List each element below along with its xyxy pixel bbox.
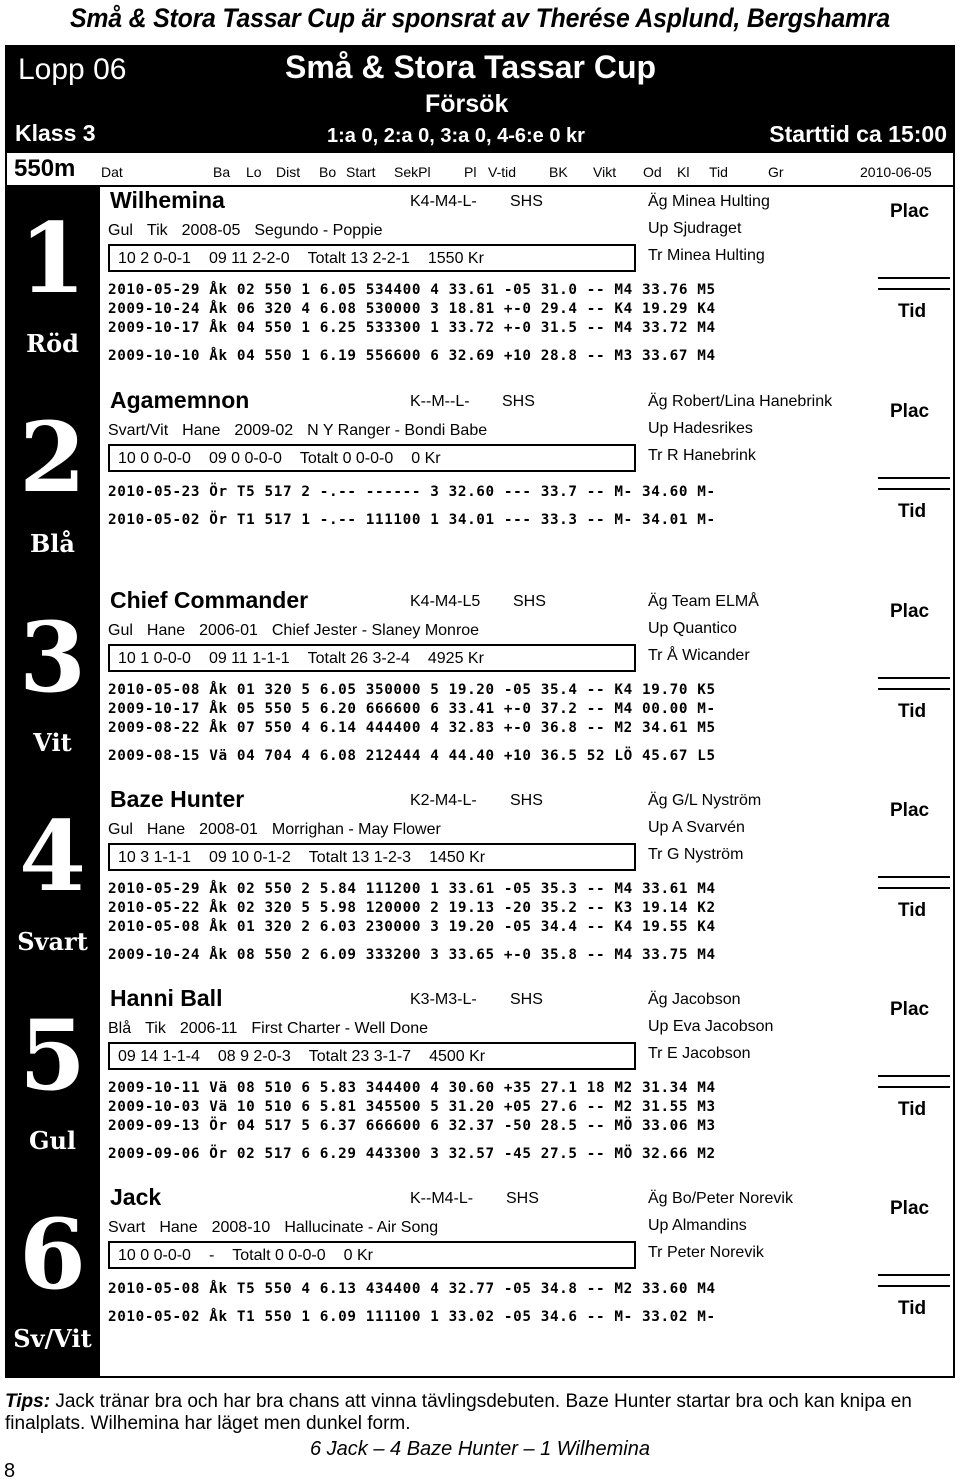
horse-stats <box>108 843 636 871</box>
blanket-color: Vit <box>33 728 72 757</box>
blanket-color: Gul <box>28 1126 77 1155</box>
tips-label: Tips: <box>5 1391 51 1412</box>
start-record: 2009-10-24 Åk 08 550 2 6.09 333200 3 33.65 +-0 35.8 -- M4 33.75 M4 <box>108 947 716 963</box>
start-record: 2009-09-06 Ör 02 517 6 6.29 443300 3 32.57 -45 27.5 -- MÖ 32.66 M2 <box>108 1146 716 1162</box>
race-title: Små & Stora Tassar Cup <box>285 49 657 85</box>
horse-stat-item: Totalt 13 1-2-3 <box>308 849 412 866</box>
blanket-color: Svart <box>17 927 88 956</box>
horse-info-item: Svart/Vit <box>108 422 169 439</box>
horse-class-code: K3-M3-L- <box>410 991 477 1008</box>
horse-stat-item: Totalt 13 2-2-1 <box>307 250 410 267</box>
horse-info <box>108 422 501 440</box>
tid-line <box>878 1086 950 1088</box>
horse-class-code: K4-M4-L- <box>410 193 477 210</box>
col-label: Tid <box>709 164 728 180</box>
horse-stat-item: Totalt 0 0-0-0 <box>299 450 394 467</box>
start-record: 2009-10-17 Åk 04 550 1 6.25 533300 1 33.72 +-0 31.5 -- M4 33.72 M4 <box>108 320 716 336</box>
start-record: 2009-10-10 Åk 04 550 1 6.19 556600 6 32.69 +10 28.8 -- M3 33.67 M4 <box>108 348 716 364</box>
col-label: Dist <box>276 164 301 180</box>
plac-line <box>878 1274 950 1276</box>
plac-line <box>878 477 950 479</box>
horse-info-item: Tik <box>145 1020 166 1037</box>
horse-info-item: 2006-01 <box>199 622 258 639</box>
plac-label: Plac <box>890 800 930 821</box>
horse-info <box>108 1020 442 1038</box>
horse-name: Jack <box>110 1184 162 1210</box>
horse-stat-item: 09 14 1-1-4 <box>118 1048 200 1065</box>
col-label: Ba <box>213 164 231 180</box>
start-record: 2010-05-08 Åk 01 320 2 6.03 230000 3 19.20 -05 34.4 -- K4 19.55 K4 <box>108 919 716 935</box>
horse-info-item: Gul <box>108 821 133 838</box>
horse-info-item: Tik <box>146 222 168 239</box>
horse-stat-item: 08 9 2-0-3 <box>217 1048 291 1065</box>
horse-trainer: Tr Å Wicander <box>648 647 750 664</box>
horse-stats <box>108 444 636 472</box>
tid-label: Tid <box>898 1099 927 1120</box>
horse-info-item: Chief Jester - Slaney Monroe <box>271 622 480 639</box>
start-record: 2009-09-13 Ör 04 517 5 6.37 666600 6 32.37 -50 28.5 -- MÖ 33.06 M3 <box>108 1118 716 1134</box>
horse-shs: SHS <box>506 1190 539 1207</box>
horse-breeder: Up Quantico <box>648 620 737 637</box>
tips-text: Jack tränar bra och har bra chans att vinna tävlingsdebuten. Baze Hunter startar bra och kan knipa en finalplats. Wilhemina har läget men dunkel form. <box>5 1391 912 1434</box>
tid-label: Tid <box>898 501 927 522</box>
horse-owner: Äg Minea Hulting <box>648 193 770 210</box>
tid-line <box>878 688 950 690</box>
col-label: Od <box>643 164 662 180</box>
horse-info-item: Blå <box>108 1020 132 1037</box>
horse-entry <box>108 587 956 787</box>
race-start-time: Starttid ca 15:00 <box>769 121 947 147</box>
horse-info-item: Hane <box>182 422 221 439</box>
horse-info-item: First Charter - Well Done <box>251 1020 429 1037</box>
horse-class-code: K4-M4-L5 <box>410 593 481 610</box>
horse-shs: SHS <box>510 193 543 210</box>
horse-name: Agamemnon <box>110 387 250 413</box>
col-label: Vikt <box>593 164 617 180</box>
col-label: Pl <box>464 164 477 180</box>
start-record: 2010-05-22 Åk 02 320 5 5.98 120000 2 19.13 -20 35.2 -- K3 19.14 K2 <box>108 900 716 916</box>
horse-name: Baze Hunter <box>110 786 245 812</box>
horse-stat-item: 4500 Kr <box>429 1048 486 1065</box>
col-label: V-tid <box>488 164 517 180</box>
horse-entry <box>108 1184 956 1384</box>
plac-label: Plac <box>890 201 930 222</box>
start-record: 2010-05-23 Ör T5 517 2 -.-- ------ 3 32.60 --- 33.7 -- M- 34.60 M- <box>108 484 716 500</box>
tid-label: Tid <box>898 1298 927 1319</box>
tid-line <box>878 488 950 490</box>
horse-info-item: Hane <box>146 622 186 639</box>
blanket-color: Röd <box>26 329 79 358</box>
horse-owner: Äg Jacobson <box>648 991 741 1008</box>
horse-info <box>108 222 396 240</box>
horse-stats <box>108 644 636 672</box>
start-number: 6 <box>19 1198 86 1311</box>
tid-line <box>878 1285 950 1287</box>
start-record: 2010-05-29 Åk 02 550 2 5.84 111200 1 33.61 -05 35.3 -- M4 33.61 M4 <box>108 881 716 897</box>
horse-class-code: K2-M4-L- <box>410 792 477 809</box>
horse-stat-item: 1450 Kr <box>429 849 486 866</box>
horse-stat-item: 10 0 0-0-0 <box>118 1247 191 1264</box>
horse-trainer: Tr E Jacobson <box>648 1045 751 1062</box>
horse-stat-item: 0 Kr <box>343 1247 373 1264</box>
horse-info-item: Hane <box>146 821 186 838</box>
horse-entry <box>108 187 956 387</box>
col-label: Lo <box>246 164 262 180</box>
horse-info-item: 2008-10 <box>211 1219 271 1236</box>
start-record: 2010-05-29 Åk 02 550 1 6.05 534400 4 33.61 -05 31.0 -- M4 33.76 M5 <box>108 282 716 298</box>
horse-breeder: Up Sjudraget <box>648 220 742 237</box>
horse-stat-item: 10 2 0-0-1 <box>118 250 191 267</box>
horse-breeder: Up Eva Jacobson <box>648 1018 774 1035</box>
column-header-row <box>5 153 955 187</box>
horse-entry <box>108 985 956 1185</box>
blanket-color: Sv/Vit <box>13 1324 92 1353</box>
horse-stat-item: 10 3 1-1-1 <box>118 849 191 866</box>
tid-line <box>878 887 950 889</box>
col-label: BK <box>549 164 568 180</box>
start-record: 2009-08-22 Åk 07 550 4 6.14 444400 4 32.83 +-0 36.8 -- M2 34.61 M5 <box>108 720 716 736</box>
horse-shs: SHS <box>510 991 543 1008</box>
horse-stat-item: 4925 Kr <box>427 650 484 667</box>
race-subtitle: Försök <box>425 90 509 118</box>
race-class: Klass 3 <box>15 120 96 146</box>
start-record: 2009-10-24 Åk 06 320 4 6.08 530000 3 18.81 +-0 29.4 -- K4 19.29 K4 <box>108 301 716 317</box>
race-number: Lopp 06 <box>18 53 127 86</box>
plac-label: Plac <box>890 999 930 1020</box>
horse-owner: Äg Bo/Peter Norevik <box>648 1190 793 1207</box>
start-record: 2009-10-11 Vä 08 510 6 5.83 344400 4 30.60 +35 27.1 18 M2 31.34 M4 <box>108 1080 716 1096</box>
horse-info-item: 2009-02 <box>234 422 294 439</box>
horse-info-item: Svart <box>108 1219 146 1236</box>
horse-class-code: K--M--L- <box>410 393 470 410</box>
horse-info-item: 2008-01 <box>199 821 258 838</box>
horse-name: Chief Commander <box>110 587 309 613</box>
tips-section <box>5 1391 955 1435</box>
horse-entry <box>108 387 956 587</box>
start-record: 2010-05-08 Åk T5 550 4 6.13 434400 4 32.77 -05 34.8 -- M2 33.60 M4 <box>108 1281 716 1297</box>
horse-stat-item: Totalt 0 0-0-0 <box>232 1247 326 1264</box>
start-record: 2009-10-03 Vä 10 510 6 5.81 345500 5 31.20 +05 27.6 -- M2 31.55 M3 <box>108 1099 716 1115</box>
horse-owner: Äg Team ELMÅ <box>648 593 759 610</box>
col-label: Kl <box>677 164 690 180</box>
race-header <box>5 45 955 153</box>
horse-stats <box>108 244 636 272</box>
horse-info-item: Segundo - Poppie <box>254 222 383 239</box>
horse-stats <box>108 1241 636 1269</box>
horse-stat-item: 10 0 0-0-0 <box>118 450 191 467</box>
tid-line <box>878 288 950 290</box>
horse-stat-item: 1550 Kr <box>427 250 484 267</box>
col-label: Bo <box>319 164 337 180</box>
horse-stat-item: 09 11 1-1-1 <box>208 650 290 667</box>
plac-line <box>878 1075 950 1077</box>
horse-info-item: Gul <box>108 222 133 239</box>
sponsor-line: Små & Stora Tassar Cup är sponsrat av Therése Asplund, Bergshamra <box>69 3 891 33</box>
race-distance: 550m <box>14 155 76 182</box>
start-record: 2009-10-17 Åk 05 550 5 6.20 666600 6 33.41 +-0 37.2 -- M4 00.00 M- <box>108 701 716 717</box>
plac-label: Plac <box>890 1198 930 1219</box>
col-label: Gr <box>768 164 784 180</box>
tips-pick: 6 Jack – 4 Baze Hunter – 1 Wilhemina <box>310 1438 650 1460</box>
col-label: Dat <box>101 164 123 180</box>
start-number: 4 <box>19 800 86 913</box>
horse-entry <box>108 786 956 986</box>
start-number: 1 <box>19 202 86 315</box>
horse-trainer: Tr R Hanebrink <box>648 447 756 464</box>
horse-name: Hanni Ball <box>110 985 223 1011</box>
horse-info-item: N Y Ranger - Bondi Babe <box>307 422 488 439</box>
start-number: 3 <box>19 601 86 714</box>
horse-info <box>108 821 455 839</box>
horse-trainer: Tr Minea Hulting <box>648 247 765 264</box>
horse-stat-item: 10 1 0-0-0 <box>118 650 191 667</box>
horse-breeder: Up A Svarvén <box>648 819 745 836</box>
col-label: Start <box>346 164 376 180</box>
plac-label: Plac <box>890 401 930 422</box>
blanket-color: Blå <box>30 529 75 558</box>
horse-info-item: 2008-05 <box>181 222 241 239</box>
horse-info-item: Morrighan - May Flower <box>271 821 441 838</box>
horse-owner: Äg G/L Nyström <box>648 792 762 809</box>
horse-stats <box>108 1042 636 1070</box>
start-number: 5 <box>19 999 86 1112</box>
horse-info-item: Gul <box>108 622 133 639</box>
start-number-strip <box>5 187 100 1378</box>
horse-trainer: Tr Peter Norevik <box>648 1244 764 1261</box>
horse-stat-item: 09 0 0-0-0 <box>208 450 282 467</box>
horse-stat-item: 09 10 0-1-2 <box>208 849 291 866</box>
plac-line <box>878 677 950 679</box>
horse-info <box>108 1219 452 1237</box>
start-record: 2010-05-08 Åk 01 320 5 6.05 350000 5 19.20 -05 35.4 -- K4 19.70 K5 <box>108 682 716 698</box>
horse-name: Wilhemina <box>110 187 225 213</box>
horse-shs: SHS <box>513 593 546 610</box>
start-record: 2010-05-02 Åk T1 550 1 6.09 111100 1 33.02 -05 34.6 -- M- 33.02 M- <box>108 1309 716 1325</box>
start-record: 2010-05-02 Ör T1 517 1 -.-- 111100 1 34.01 --- 33.3 -- M- 34.01 M- <box>108 512 716 528</box>
horse-info-item: Hane <box>159 1219 198 1236</box>
page-number: 8 <box>4 1460 16 1482</box>
race-prizes: 1:a 0, 2:a 0, 3:a 0, 4-6:e 0 kr <box>327 125 585 147</box>
horse-class-code: K--M4-L- <box>410 1190 474 1207</box>
race-date: 2010-06-05 <box>860 164 932 180</box>
horse-info-item: 2006-11 <box>179 1020 238 1037</box>
plac-label: Plac <box>890 601 930 622</box>
tid-label: Tid <box>898 900 927 921</box>
horse-shs: SHS <box>502 393 535 410</box>
horse-owner: Äg Robert/Lina Hanebrink <box>648 393 833 410</box>
col-label: SekPl <box>394 164 431 180</box>
tid-label: Tid <box>898 701 927 722</box>
horse-info-item: Hallucinate - Air Song <box>284 1219 439 1236</box>
plac-line <box>878 277 950 279</box>
plac-line <box>878 876 950 878</box>
tid-label: Tid <box>898 301 927 322</box>
horse-stat-item: - <box>208 1247 215 1264</box>
horse-breeder: Up Almandins <box>648 1217 747 1234</box>
horse-stat-item: 0 Kr <box>411 450 441 467</box>
start-number: 2 <box>19 401 86 514</box>
horse-trainer: Tr G Nyström <box>648 846 744 863</box>
horse-info <box>108 622 493 640</box>
horse-breeder: Up Hadesrikes <box>648 420 753 437</box>
start-record: 2009-08-15 Vä 04 704 4 6.08 212444 4 44.40 +10 36.5 52 LÖ 45.67 L5 <box>108 748 716 764</box>
horse-stat-item: Totalt 23 3-1-7 <box>308 1048 412 1065</box>
horse-stat-item: Totalt 26 3-2-4 <box>307 650 410 667</box>
horse-stat-item: 09 11 2-2-0 <box>208 250 290 267</box>
horse-shs: SHS <box>510 792 543 809</box>
